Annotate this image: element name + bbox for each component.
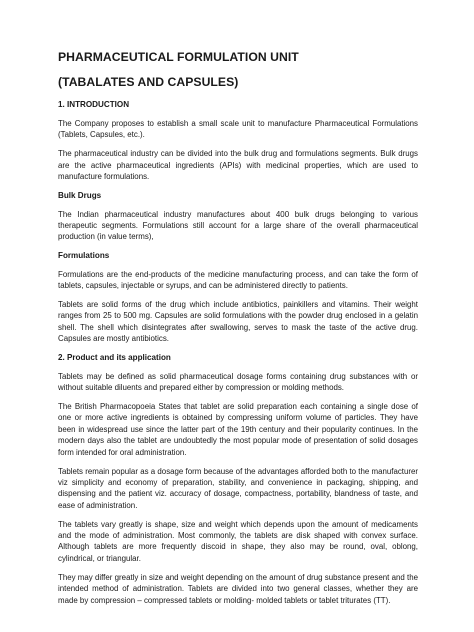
paragraph: The Company proposes to establish a small scale unit to manufacture Pharmaceutical Formulations (Tablets, Capsules, etc.).: [58, 119, 418, 140]
section-heading-bulk-drugs: Bulk Drugs: [58, 190, 102, 200]
paragraph: Tablets remain popular as a dosage form because of the advantages afforded both to the manufacturer viz simplicity and economy of preparation, stability, and convenience in packaging, shipping, and dispensing and the patient viz. accuracy of dosage, compactness, portability, blandness of taste, and ease of administration.: [58, 466, 418, 510]
section-heading-formulations: Formulations: [58, 250, 110, 260]
paragraph: The tablets vary greatly is shape, size and weight which depends upon the amount of medicaments and the mode of administration. Most commonly, the tablets are disk shaped with convex surface. Although tablets are more frequently discoid in shape, they also may be round, oval, oblong, cylindrical, or triangular.: [58, 519, 418, 563]
section-heading-product-application: 2. Product and its application: [58, 352, 171, 362]
paragraph: The British Pharmacopoeia States that tablet are solid preparation each containing a single dose of one or more active ingredients is obtained by compressing uniform volume of particles. They have been in widespread use since the latter part of the 19th century and their popularity continues. In the modern days also the tablet are undoubtedly the most popular mode of presentation of solid dosages form intended for oral administration.: [58, 402, 418, 457]
paragraph: Formulations are the end-products of the medicine manufacturing process, and can take the form of tablets, capsules, injectable or syrups, and can be administered directly to patients.: [58, 269, 418, 291]
document-subtitle: (TABALATES AND CAPSULES): [58, 75, 239, 89]
document-title: PHARMACEUTICAL FORMULATION UNIT: [58, 50, 299, 64]
document-page: [58, 50, 418, 614]
paragraph: The pharmaceutical industry can be divided into the bulk drug and formulations segments. Bulk drugs are the active pharmaceutical ingredients (APIs) with medicinal properties, which are used to manufacture formulations.: [58, 149, 418, 182]
section-heading-introduction: 1. INTRODUCTION: [58, 100, 130, 109]
paragraph: The Indian pharmaceutical industry manufactures about 400 bulk drugs belonging to various therapeutic segments. Formulations still account for a large share of the overall pharmaceutical production (in value terms),: [58, 209, 418, 242]
paragraph: They may differ greatly in size and weight depending on the amount of drug substance present and the intended method of administration. Tablets are divided into two general classes, whether they are made by compression – compressed tablets or molding- molded tablets or tablet triturates (TT).: [58, 572, 418, 605]
paragraph: Tablets may be defined as solid pharmaceutical dosage forms containing drug substances with or without suitable diluents and prepared either by compression or molding methods.: [58, 371, 418, 393]
paragraph: Tablets are solid forms of the drug which include antibiotics, painkillers and vitamins. Their weight ranges from 25 to 500 mg. Capsules are solid formulations with the powder drug enclosed in a gelatin shell. The shell which disintegrates after swallowing, serves to mask the taste of the active drug. Capsules are mostly antibiotics.: [58, 300, 418, 344]
